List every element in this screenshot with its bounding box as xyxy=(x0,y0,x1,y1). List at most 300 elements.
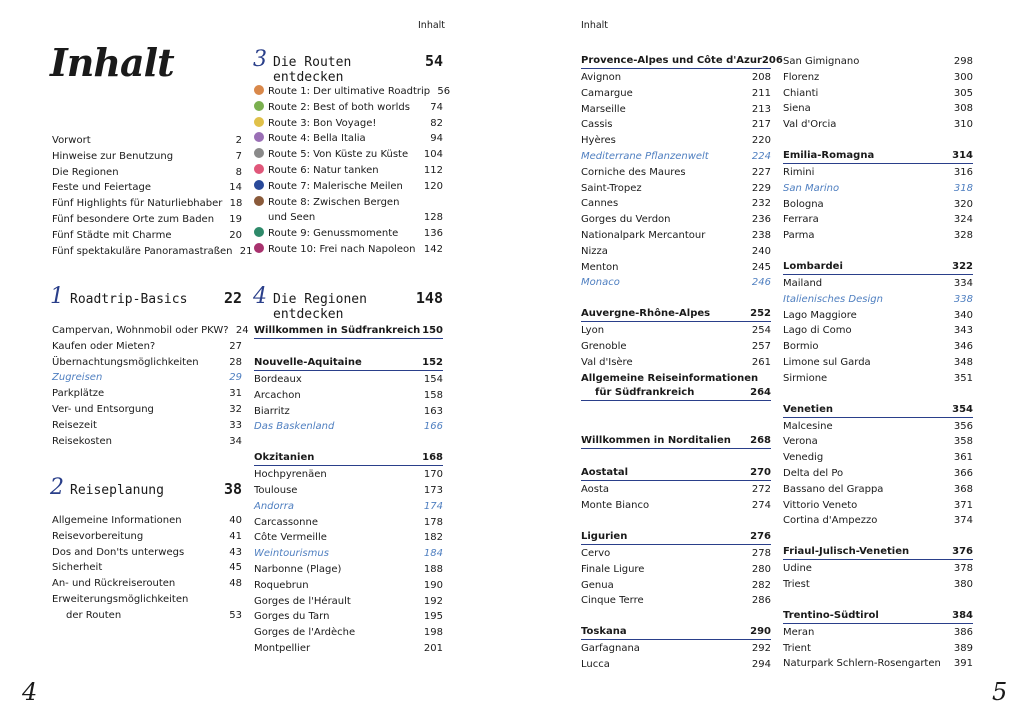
toc-entry-page: 346 xyxy=(953,341,973,353)
toc-section-heading[interactable] xyxy=(783,260,973,275)
toc-entry[interactable] xyxy=(254,641,443,657)
toc-entry-title xyxy=(581,149,709,165)
toc-entry[interactable] xyxy=(52,355,242,371)
toc-entry[interactable] xyxy=(254,84,451,100)
toc-entry[interactable] xyxy=(254,226,443,242)
toc-entry-page: 246 xyxy=(751,277,771,289)
toc-entry-title xyxy=(254,116,376,132)
toc-entry-title xyxy=(581,355,633,371)
toc-entry-title xyxy=(52,418,97,434)
toc-entry[interactable] xyxy=(52,228,242,244)
toc-entry-page: 292 xyxy=(751,643,771,655)
toc-entry[interactable] xyxy=(783,54,973,70)
toc-entry[interactable] xyxy=(254,372,443,388)
toc-entry-page: 351 xyxy=(953,372,973,384)
toc-entry-page: 163 xyxy=(423,405,443,417)
toc-entry[interactable] xyxy=(581,244,771,260)
toc-entry-page: 305 xyxy=(953,87,973,99)
toc-entry[interactable] xyxy=(254,147,443,163)
chapter-3-heading[interactable]: 3 Die Routen entdecken 54 xyxy=(253,47,443,85)
toc-entry-page: 348 xyxy=(953,356,973,368)
toc-entry-title xyxy=(254,578,309,594)
toc-entry[interactable] xyxy=(581,149,771,165)
toc-entry-page: 195 xyxy=(423,611,443,623)
toc-entry[interactable] xyxy=(254,625,443,641)
toc-entry-page xyxy=(758,371,778,387)
toc-entry[interactable] xyxy=(783,434,973,450)
toc-section-heading[interactable] xyxy=(783,149,973,164)
toc-entry-page: 252 xyxy=(750,308,771,320)
toc-entry-text: Kaufen oder Mieten? xyxy=(52,340,156,352)
toc-entry[interactable] xyxy=(52,560,242,576)
toc-entry[interactable] xyxy=(254,562,443,578)
toc-entry[interactable] xyxy=(783,466,973,482)
toc-entry[interactable] xyxy=(581,133,771,149)
toc-entry-page: 308 xyxy=(953,103,973,115)
toc-entry-title xyxy=(52,386,104,402)
toc-entry[interactable] xyxy=(581,196,771,212)
toc-entry-title xyxy=(581,70,621,86)
chapter-4-heading[interactable]: 4 Die Regionen entdecken 148 xyxy=(253,284,443,322)
toc-entry[interactable] xyxy=(581,165,771,181)
toc-entry[interactable] xyxy=(52,529,242,545)
toc-entry-title xyxy=(254,372,302,388)
toc-section-heading[interactable] xyxy=(254,356,443,371)
toc-entry-text: Cannes xyxy=(581,198,619,210)
toc-entry-text: Avignon xyxy=(581,72,622,83)
toc-entry[interactable] xyxy=(581,641,771,657)
toc-entry-text: Ver- und Entsorgung xyxy=(52,403,154,415)
toc-entry[interactable] xyxy=(254,609,443,625)
toc-entry[interactable] xyxy=(254,578,443,594)
toc-entry-page: 324 xyxy=(953,214,973,226)
toc-entry-title xyxy=(783,308,857,324)
toc-entry[interactable] xyxy=(783,101,973,117)
toc-entry-page: 152 xyxy=(422,357,443,368)
toc-entry-title xyxy=(783,197,824,213)
toc-entry-title xyxy=(52,592,188,608)
toc-entry[interactable] xyxy=(52,592,242,608)
toc-entry-title xyxy=(52,323,229,339)
toc-entry[interactable] xyxy=(581,275,771,291)
toc-entry-text: Fünf spektakuläre Panoramastraßen xyxy=(52,245,233,257)
toc-entry[interactable] xyxy=(783,561,973,577)
toc-entry[interactable] xyxy=(581,117,771,133)
toc-section-heading[interactable] xyxy=(581,625,771,640)
toc-entry[interactable] xyxy=(783,482,973,498)
toc-entry-page: 170 xyxy=(423,469,443,481)
toc-entry-page: 7 xyxy=(235,150,242,162)
toc-entry[interactable] xyxy=(581,228,771,244)
toc-entry-title xyxy=(254,609,329,625)
toc-entry-text: Triest xyxy=(783,578,810,590)
toc-entry-page: 224 xyxy=(751,150,771,162)
regions-column-3 xyxy=(783,54,973,672)
toc-entry[interactable] xyxy=(783,212,973,228)
toc-entry[interactable] xyxy=(783,292,973,308)
toc-entry[interactable] xyxy=(783,339,973,355)
right-page xyxy=(512,0,1024,726)
toc-entry-title xyxy=(52,370,102,386)
toc-entry-text: Saint-Tropez xyxy=(581,182,642,194)
toc-entry-page: 356 xyxy=(953,420,973,432)
toc-entry[interactable] xyxy=(581,482,771,498)
toc-entry-page: 270 xyxy=(750,467,771,479)
toc-entry[interactable] xyxy=(581,260,771,276)
toc-entry-text: Chianti xyxy=(783,87,819,99)
toc-entry-page: 53 xyxy=(229,609,242,621)
toc-entry-text: Trient xyxy=(783,642,811,654)
toc-entry[interactable] xyxy=(783,228,973,244)
toc-entry[interactable] xyxy=(783,181,973,197)
toc-entry-text: Corniche des Maures xyxy=(581,166,686,178)
toc-entry-text: Fünf Städte mit Charme xyxy=(52,229,172,241)
toc-entry-page: 294 xyxy=(751,658,771,670)
toc-entry[interactable] xyxy=(581,578,771,594)
toc-entry-title xyxy=(254,242,415,258)
running-head-right: Inhalt xyxy=(581,20,609,31)
toc-entry[interactable] xyxy=(783,323,973,339)
toc-entry-text: Erweiterungsmöglichkeiten xyxy=(52,593,189,605)
toc-entry-text: San Marino xyxy=(783,182,840,194)
toc-entry[interactable] xyxy=(581,181,771,197)
toc-entry[interactable] xyxy=(52,244,253,260)
toc-entry-title xyxy=(52,165,119,181)
toc-entry-page: 29 xyxy=(229,372,242,384)
toc-entry-title xyxy=(254,388,301,404)
toc-entry[interactable] xyxy=(254,530,443,546)
toc-entry[interactable] xyxy=(254,404,443,420)
toc-entry[interactable] xyxy=(581,86,771,102)
toc-entry[interactable] xyxy=(52,608,242,624)
toc-entry[interactable] xyxy=(254,100,443,116)
toc-entry-page: 213 xyxy=(751,103,771,115)
toc-entry-text: Weintourismus xyxy=(254,548,329,560)
toc-entry[interactable] xyxy=(581,371,771,387)
toc-entry[interactable] xyxy=(52,513,242,529)
toc-entry-page: 150 xyxy=(422,325,443,336)
toc-entry-title xyxy=(66,608,121,624)
toc-entry-page: 142 xyxy=(423,243,443,255)
toc-entry-text: Cortina d'Ampezzo xyxy=(783,515,878,527)
toc-entry-text: Gorges du Tarn xyxy=(254,611,330,623)
toc-entry[interactable] xyxy=(783,308,973,324)
toc-entry-page: 128 xyxy=(423,212,443,224)
toc-entry[interactable] xyxy=(783,165,973,181)
toc-entry[interactable] xyxy=(783,641,973,657)
toc-entry-page: 120 xyxy=(423,180,443,192)
toc-entry-text: Provence-Alpes und Côte d'Azur xyxy=(581,55,762,66)
toc-entry-text: Reisevorbereitung xyxy=(52,530,144,542)
route-color-dot-icon xyxy=(254,211,264,221)
toc-entry[interactable] xyxy=(254,546,443,562)
toc-entry-text: Parkplätze xyxy=(52,388,105,400)
chapter-2-heading[interactable]: 2 Reiseplanung 38 xyxy=(50,475,242,500)
toc-entry[interactable] xyxy=(52,576,242,592)
running-head-left: Inhalt xyxy=(418,20,446,31)
toc-entry-page: 48 xyxy=(229,578,242,590)
toc-entry-page: 211 xyxy=(751,87,771,99)
toc-entry[interactable] xyxy=(581,498,771,514)
toc-entry[interactable] xyxy=(783,86,973,102)
toc-entry[interactable] xyxy=(52,339,242,355)
toc-entry-text: Narbonne (Plage) xyxy=(254,563,342,575)
toc-entry-text: Montpellier xyxy=(254,642,311,654)
toc-entry-title xyxy=(581,228,705,244)
toc-entry-text: Allgemeine Reiseinformationen xyxy=(581,372,759,384)
toc-entry-text: Okzitanien xyxy=(254,452,315,464)
toc-entry-title xyxy=(254,163,379,179)
toc-entry-page: 104 xyxy=(423,149,443,161)
toc-entry[interactable] xyxy=(783,656,973,672)
toc-entry-title xyxy=(581,244,608,260)
toc-entry[interactable] xyxy=(52,418,242,434)
toc-section-heading[interactable] xyxy=(254,324,443,339)
toc-entry[interactable] xyxy=(581,546,771,562)
toc-entry-page: 278 xyxy=(751,547,771,559)
toc-entry[interactable] xyxy=(783,355,973,371)
toc-entry-title xyxy=(254,100,410,116)
spacer xyxy=(783,529,973,545)
toc-entry-text: Marseille xyxy=(581,103,626,115)
toc-entry-title xyxy=(783,625,814,641)
toc-entry-text: und Seen xyxy=(268,212,316,224)
toc-entry[interactable] xyxy=(783,513,973,529)
toc-entry-title xyxy=(581,593,644,609)
toc-entry[interactable] xyxy=(52,196,242,212)
toc-entry-text: Venedig xyxy=(783,452,824,464)
toc-entry[interactable] xyxy=(254,116,443,132)
toc-entry[interactable] xyxy=(581,562,771,578)
toc-entry-title xyxy=(783,165,814,181)
toc-entry-text: Bassano del Grappa xyxy=(783,483,884,495)
toc-entry-page: 322 xyxy=(952,260,973,272)
toc-entry-text: Route 10: Frei nach Napoleon xyxy=(268,243,416,255)
toc-entry[interactable] xyxy=(783,371,973,387)
toc-entry-title xyxy=(581,371,758,387)
toc-entry-text: Florenz xyxy=(783,71,820,83)
toc-entry-page: 19 xyxy=(229,213,242,225)
toc-entry[interactable] xyxy=(783,625,973,641)
toc-entry[interactable] xyxy=(52,370,242,386)
toc-entry[interactable] xyxy=(52,165,242,181)
toc-entry-text: Garfagnana xyxy=(581,643,640,655)
toc-entry-text: Trentino-Südtirol xyxy=(783,609,879,621)
toc-entry-page: 354 xyxy=(952,403,973,415)
toc-entry-title xyxy=(783,260,843,274)
toc-entry[interactable] xyxy=(254,163,443,179)
toc-entry-text: Hochpyrenäen xyxy=(254,469,327,481)
toc-entry-text: Reisezeit xyxy=(52,419,97,431)
toc-entry-page: 374 xyxy=(953,515,973,527)
toc-entry[interactable] xyxy=(52,149,242,165)
toc-entry[interactable] xyxy=(783,498,973,514)
chapter-1-list xyxy=(52,323,249,449)
spacer xyxy=(783,244,973,260)
toc-entry[interactable] xyxy=(254,515,443,531)
page-title: Inhalt xyxy=(50,40,174,85)
toc-entry-title xyxy=(52,244,233,260)
toc-entry-text: Übernachtungsmöglichkeiten xyxy=(52,356,199,368)
toc-entry[interactable] xyxy=(581,323,771,339)
toc-section-heading[interactable] xyxy=(581,434,771,449)
toc-entry-title xyxy=(581,323,604,339)
toc-entry-title xyxy=(783,466,843,482)
toc-entry[interactable] xyxy=(52,386,242,402)
toc-entry-text: Finale Ligure xyxy=(581,563,645,575)
toc-entry[interactable] xyxy=(52,133,242,149)
toc-entry[interactable] xyxy=(254,388,443,404)
toc-entry[interactable] xyxy=(254,499,443,515)
toc-entry-text: Cervo xyxy=(581,547,611,559)
toc-entry-text: Roquebrun xyxy=(254,579,309,591)
toc-entry-text: Mediterrane Pflanzenwelt xyxy=(581,150,709,162)
toc-entry-text: Friaul-Julisch-Venetien xyxy=(783,546,910,558)
toc-section-heading[interactable] xyxy=(783,403,973,418)
toc-entry-text: Andorra xyxy=(254,500,294,512)
toc-entry-title xyxy=(52,149,173,165)
regions-column-1 xyxy=(254,324,443,657)
toc-section-heading[interactable] xyxy=(581,530,771,545)
toc-entry-page: 168 xyxy=(422,452,443,464)
toc-entry-page: 154 xyxy=(423,374,443,385)
toc-entry-page: 290 xyxy=(750,626,771,638)
toc-entry-page: 310 xyxy=(953,119,973,131)
toc-entry-title xyxy=(783,513,877,529)
toc-entry[interactable] xyxy=(254,594,443,610)
toc-entry[interactable] xyxy=(254,179,443,195)
toc-entry-title xyxy=(581,260,619,276)
toc-entry-title xyxy=(254,562,341,578)
route-color-dot-icon xyxy=(254,117,264,127)
toc-entry-title xyxy=(254,404,290,420)
toc-section-heading[interactable] xyxy=(783,545,973,560)
toc-entry-page: 286 xyxy=(751,595,771,607)
toc-entry-text: Delta del Po xyxy=(783,467,844,479)
toc-entry[interactable] xyxy=(581,657,771,673)
toc-entry-text: Cinque Terre xyxy=(581,595,644,607)
toc-entry-text: Biarritz xyxy=(254,405,290,417)
toc-entry[interactable] xyxy=(783,70,973,86)
toc-entry-text: Cassis xyxy=(581,119,613,131)
toc-entry-page: 14 xyxy=(229,182,242,194)
toc-entry[interactable] xyxy=(254,210,443,226)
toc-entry[interactable] xyxy=(783,450,973,466)
toc-entry-page: 173 xyxy=(423,484,443,496)
toc-entry-title xyxy=(783,86,818,102)
toc-section-heading[interactable] xyxy=(581,307,771,322)
toc-entry[interactable] xyxy=(52,323,249,339)
toc-section-heading[interactable] xyxy=(254,451,443,466)
toc-entry-title xyxy=(254,641,310,657)
toc-entry-text: Limone sul Garda xyxy=(783,356,871,368)
toc-entry-page: 24 xyxy=(235,325,249,336)
regions-column-2 xyxy=(581,54,783,673)
toc-entry[interactable] xyxy=(783,276,973,292)
toc-entry-page: 380 xyxy=(953,578,973,590)
toc-entry-page: 384 xyxy=(952,609,973,621)
toc-entry-page: 21 xyxy=(239,245,253,257)
toc-entry-page: 280 xyxy=(751,563,771,575)
toc-section-heading[interactable] xyxy=(581,466,771,481)
toc-entry-title xyxy=(581,482,609,498)
toc-entry-title xyxy=(254,594,351,610)
route-color-dot-icon xyxy=(254,227,264,237)
toc-entry-text: Carcassonne xyxy=(254,516,318,528)
toc-section-heading[interactable] xyxy=(581,386,771,401)
toc-entry[interactable] xyxy=(52,434,242,450)
toc-entry-text: Sirmione xyxy=(783,372,828,384)
toc-entry-text: Val d'Isère xyxy=(581,356,633,368)
toc-entry[interactable] xyxy=(783,577,973,593)
toc-entry[interactable] xyxy=(783,197,973,213)
toc-entry-text: Route 4: Bella Italia xyxy=(268,133,366,145)
toc-entry-text: Zugreisen xyxy=(52,372,103,384)
toc-entry[interactable] xyxy=(581,70,771,86)
toc-entry-page: 201 xyxy=(423,642,443,654)
toc-entry-title xyxy=(783,101,811,117)
toc-entry-title xyxy=(254,546,329,562)
toc-entry-page: 94 xyxy=(430,133,443,145)
toc-entry-page: 198 xyxy=(423,627,443,639)
toc-entry[interactable] xyxy=(254,419,443,435)
toc-entry-title xyxy=(581,434,731,448)
toc-entry[interactable] xyxy=(254,195,443,211)
chapter-1-heading[interactable]: 1 Roadtrip-Basics 22 xyxy=(50,284,242,309)
toc-entry-title xyxy=(254,195,399,211)
toc-entry[interactable] xyxy=(52,402,242,418)
toc-entry-title xyxy=(783,54,859,70)
toc-entry[interactable] xyxy=(783,117,973,133)
toc-section-heading[interactable] xyxy=(581,54,783,69)
toc-entry-text: Campervan, Wohnmobil oder PKW? xyxy=(52,325,229,336)
toc-entry[interactable] xyxy=(254,483,443,499)
toc-entry-text: Bologna xyxy=(783,198,824,210)
toc-entry-title xyxy=(581,466,628,480)
toc-entry-text: Hinweise zur Benutzung xyxy=(52,150,174,162)
toc-entry[interactable] xyxy=(783,419,973,435)
toc-entry-page: 300 xyxy=(953,71,973,83)
toc-entry[interactable] xyxy=(254,131,443,147)
toc-entry-page: 334 xyxy=(953,277,973,289)
toc-entry-text: Dos and Don'ts unterwegs xyxy=(52,546,185,558)
toc-entry-title xyxy=(783,577,810,593)
toc-entry-title xyxy=(783,149,874,163)
toc-entry-page: 368 xyxy=(953,483,973,495)
toc-entry-title xyxy=(581,625,627,639)
toc-entry-text: Route 2: Best of both worlds xyxy=(268,101,410,113)
toc-entry-text: Aostatal xyxy=(581,467,629,479)
toc-entry-text: Route 3: Bon Voyage! xyxy=(268,117,377,129)
toc-entry[interactable] xyxy=(581,355,771,371)
spacer xyxy=(783,133,973,149)
toc-section-heading[interactable] xyxy=(783,609,973,624)
route-color-dot-icon xyxy=(254,196,264,206)
toc-entry[interactable] xyxy=(52,545,242,561)
toc-entry-title xyxy=(254,515,318,531)
toc-entry-page: 272 xyxy=(751,484,771,496)
toc-entry[interactable] xyxy=(581,593,771,609)
toc-entry[interactable] xyxy=(254,467,443,483)
toc-entry[interactable] xyxy=(581,102,771,118)
toc-entry[interactable] xyxy=(581,212,771,228)
toc-entry[interactable] xyxy=(52,212,242,228)
toc-entry-page: 32 xyxy=(229,403,242,415)
toc-entry-title xyxy=(783,419,833,435)
toc-entry[interactable] xyxy=(254,242,443,258)
toc-entry[interactable] xyxy=(52,180,242,196)
toc-entry[interactable] xyxy=(581,339,771,355)
